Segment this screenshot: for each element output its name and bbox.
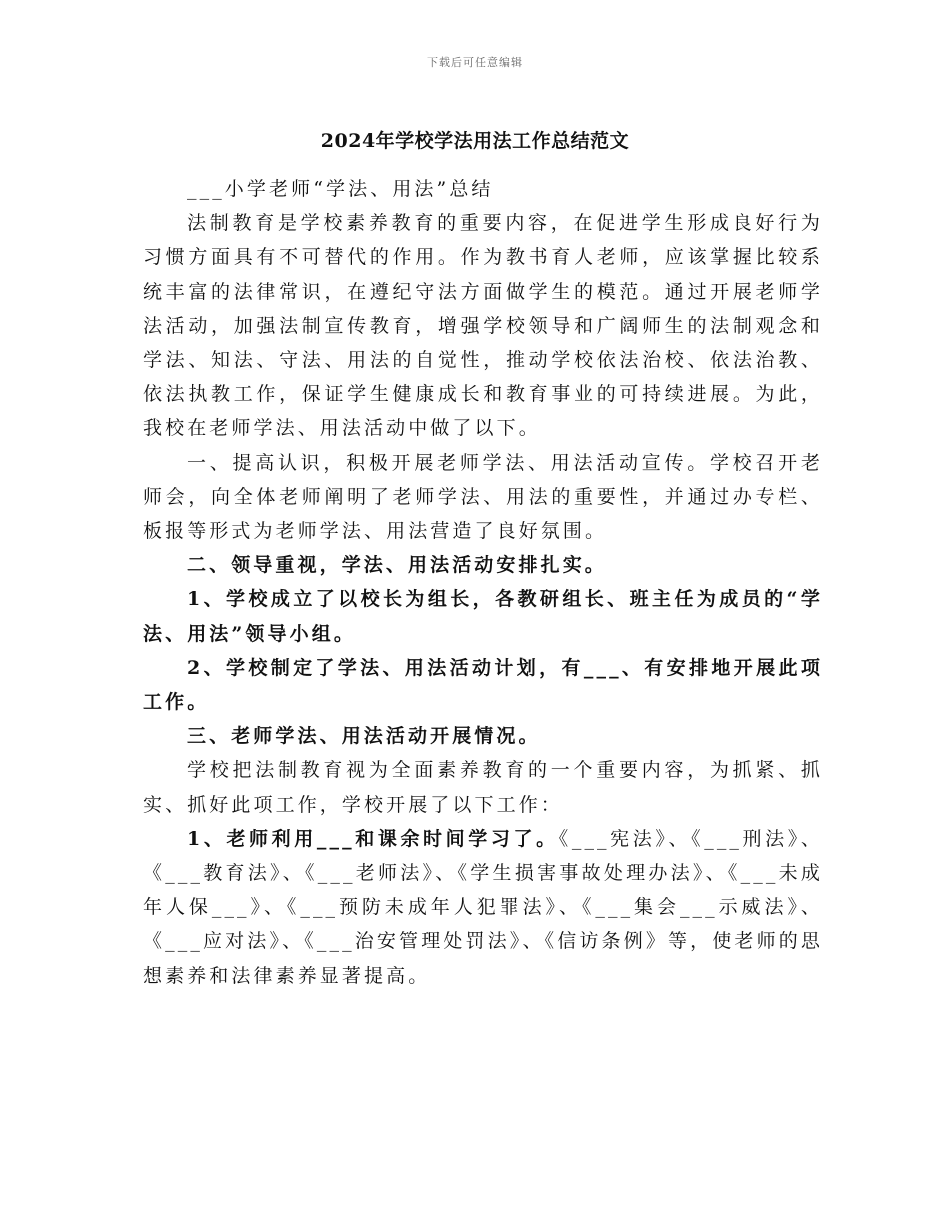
header-note: 下载后可任意编辑	[427, 56, 523, 69]
section-three-heading: 三、老师学法、用法活动开展情况。	[187, 725, 541, 748]
document-body	[143, 172, 823, 993]
section-three-item-1-laws: 《___宪法》、《___刑法》、《___教育法》、《___老师法》、《学生损害事故处理办法》、《___未成年人保___》、《___预防未成年人犯罪法》、《___集会___示威法》、《___应对法》、《___治安管理处罚法》、《信访条例》等，使老师的思想素养和法律素养显著提高。	[143, 827, 823, 987]
section-one-paragraph: 一、提高认识，积极开展老师学法、用法活动宣传。学校召开老师会，向全体老师阐明了老师学法、用法的重要性，并通过办专栏、板报等形式为老师学法、用法营造了良好氛围。	[143, 451, 823, 543]
section-three-item-1	[143, 822, 823, 993]
section-two-item-2: 2、学校制定了学法、用法活动计划，有___、有安排地开展此项工作。	[143, 656, 823, 714]
section-three-intro: 学校把法制教育视为全面素养教育的一个重要内容，为抓紧、抓实、抓好此项工作，学校开展了以下工作：	[143, 759, 823, 816]
subtitle-paragraph: ___小学老师“学法、用法”总结	[187, 178, 494, 200]
section-two-heading: 二、领导重视，学法、用法活动安排扎实。	[187, 554, 607, 577]
section-three-item-1-lead: 1、老师利用___和课余时间学习了。	[187, 827, 559, 850]
section-two-item-1: 1、学校成立了以校长为组长，各教研组长、班主任为成员的“学法、用法”领导小组。	[143, 588, 823, 645]
intro-paragraph: 法制教育是学校素养教育的重要内容，在促进学生形成良好行为习惯方面具有不可替代的作用。作为教书育人老师，应该掌握比较系统丰富的法律常识，在遵纪守法方面做学生的模范。通过开展老师学法活动，加强法制宣传教育，增强学校领导和广阔师生的法制观念和学法、知法、守法、用法的自觉性，推动学校依法治校、依法治教、依法执教工作，保证学生健康成长和教育事业的可持续进展。为此，我校在老师学法、用法活动中做了以下。	[143, 212, 823, 440]
document-title: 2024年学校学法用法工作总结范文	[320, 130, 630, 152]
